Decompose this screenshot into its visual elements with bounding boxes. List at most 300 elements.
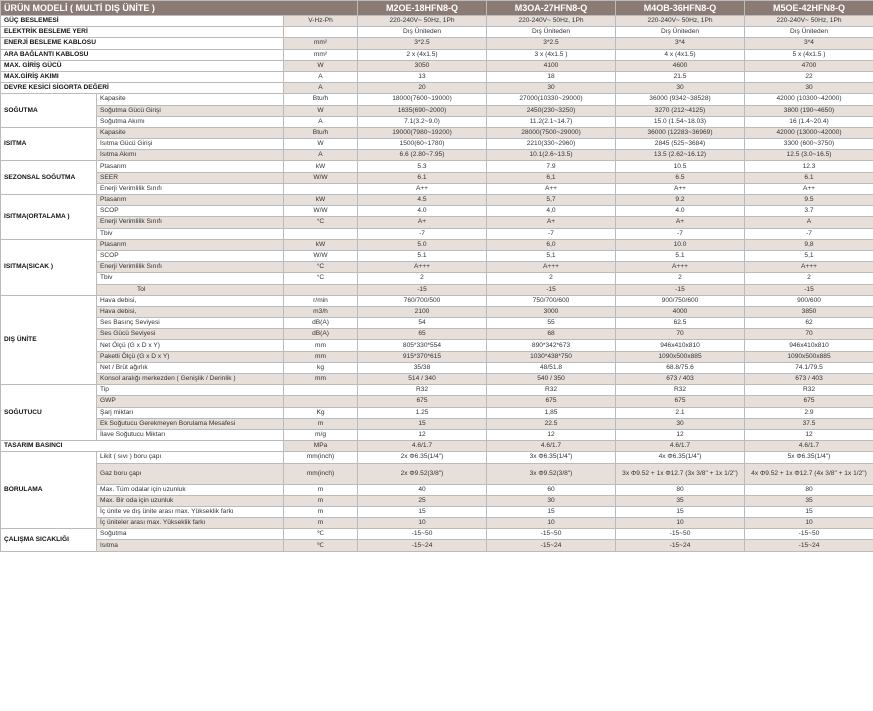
value-cell: 1500(60~1780) (358, 139, 487, 150)
spec-row (1, 16, 873, 27)
value-cell: 5,7 (487, 195, 616, 206)
value-cell: 4.5 (358, 195, 487, 206)
value-cell: 54 (358, 318, 487, 329)
value-cell: 15 (358, 506, 487, 517)
value-cell: 514 / 340 (358, 374, 487, 385)
parameter-label: İç ünite ve dış ünite arası max. Yükseklik farkı (97, 506, 284, 517)
spec-row (1, 239, 873, 250)
value-cell: 12.3 (745, 161, 873, 172)
parameter-label: Tbiv (97, 228, 284, 239)
value-cell: 22.5 (487, 418, 616, 429)
value-cell: 68 (487, 329, 616, 340)
spec-row (1, 105, 873, 116)
value-cell: 2450(230~3250) (487, 105, 616, 116)
value-cell: 5,1 (487, 250, 616, 261)
value-cell: 675 (745, 396, 873, 407)
parameter-label: Soğutma Akımı (97, 116, 284, 127)
section-name: ISITMA (1, 127, 97, 161)
spec-row (1, 518, 873, 529)
value-cell: 35 (745, 495, 873, 506)
value-cell: 27000(10330~29000) (487, 94, 616, 105)
spec-row (1, 484, 873, 495)
value-cell: 35/38 (358, 362, 487, 373)
unit-cell: W (284, 139, 358, 150)
value-cell: 62 (745, 318, 873, 329)
unit-cell: W/W (284, 250, 358, 261)
parameter-label: Ses Basınç Seviyesi (97, 318, 284, 329)
value-cell: 4.6/1.7 (745, 441, 873, 452)
unit-cell: kg (284, 362, 358, 373)
value-cell: 6,1 (487, 172, 616, 183)
parameter-label: Ptasarım (97, 161, 284, 172)
unit-cell: m (284, 495, 358, 506)
value-cell: 3*2.5 (487, 38, 616, 49)
value-cell: A (745, 217, 873, 228)
value-cell: A+ (487, 217, 616, 228)
spec-row (1, 49, 873, 60)
value-cell: 36000 (9342~38528) (616, 94, 745, 105)
value-cell: 15 (487, 506, 616, 517)
spec-row (1, 38, 873, 49)
spec-row (1, 374, 873, 385)
value-cell: 10 (745, 518, 873, 529)
value-cell: 55 (487, 318, 616, 329)
value-cell: 6.1 (358, 172, 487, 183)
value-cell: 220-240V~ 50Hz, 1Ph (616, 16, 745, 27)
value-cell: 37.5 (745, 418, 873, 429)
value-cell: -15~24 (487, 540, 616, 551)
value-cell: R32 (487, 385, 616, 396)
parameter-label: Paketli Ölçü (G x D x Y) (97, 351, 284, 362)
value-cell: -15~24 (745, 540, 873, 551)
value-cell: 28000(7500~29000) (487, 127, 616, 138)
unit-cell: r/min (284, 295, 358, 306)
section-name: ISITMA(SICAK ) (1, 239, 97, 295)
spec-row (1, 262, 873, 273)
header-row (1, 1, 873, 16)
value-cell: 9.5 (745, 195, 873, 206)
spec-row (1, 396, 873, 407)
value-cell: 15 (358, 418, 487, 429)
unit-cell: kW (284, 195, 358, 206)
value-cell: 70 (616, 329, 745, 340)
value-cell: 9,8 (745, 239, 873, 250)
spec-row (1, 71, 873, 82)
value-cell: 5 x (4x1.5 ) (745, 49, 873, 60)
section-name: TASARIM BASINCI (1, 441, 284, 452)
value-cell: 3.7 (745, 206, 873, 217)
parameter-label: İlave Soğutucu Miktarı (97, 429, 284, 440)
model-1: M2OE-18HFN8-Q (358, 1, 487, 16)
unit-cell: m (284, 418, 358, 429)
value-cell: 675 (358, 396, 487, 407)
spec-row (1, 284, 873, 295)
value-cell: 4000 (616, 306, 745, 317)
unit-cell: mm² (284, 49, 358, 60)
unit-cell: °C (284, 262, 358, 273)
value-cell: 20 (358, 83, 487, 94)
section-name: SOĞUTMA (1, 94, 97, 128)
section-name: SEZONSAL SOĞUTMA (1, 161, 97, 195)
value-cell: 60 (487, 484, 616, 495)
parameter-label: Hava debisi, (97, 295, 284, 306)
value-cell: 3 x (4x1.5 ) (487, 49, 616, 60)
value-cell: 12.5 (3.0~16.5) (745, 150, 873, 161)
value-cell: 36000 (12283~36969) (616, 127, 745, 138)
parameter-label: Likit ( sıvı ) boru çapı (97, 452, 284, 463)
parameter-label: Ptasarım (97, 195, 284, 206)
value-cell: 80 (616, 484, 745, 495)
section-name: BORULAMA (1, 452, 97, 529)
model-2: M3OA-27HFN8-Q (487, 1, 616, 16)
value-cell: 890*342*673 (487, 340, 616, 351)
spec-row (1, 60, 873, 71)
spec-row (1, 127, 873, 138)
unit-cell (284, 228, 358, 239)
spec-row (1, 540, 873, 551)
value-cell: A+++ (745, 262, 873, 273)
value-cell: 4600 (616, 60, 745, 71)
parameter-label: Net Ölçü (G x D x Y) (97, 340, 284, 351)
value-cell: 7.9 (487, 161, 616, 172)
value-cell: 25 (358, 495, 487, 506)
value-cell: 915*370*615 (358, 351, 487, 362)
unit-cell: A (284, 150, 358, 161)
value-cell: 4x Φ9.52 + 1x Φ12.7 (4x 3/8" + 1x 1/2") (745, 463, 873, 484)
unit-cell: m/g (284, 429, 358, 440)
unit-cell: mm (284, 351, 358, 362)
value-cell: 5.1 (358, 250, 487, 261)
value-cell: 42000 (13000~42000) (745, 127, 873, 138)
value-cell: 2845 (525~3684) (616, 139, 745, 150)
spec-row (1, 295, 873, 306)
value-cell: 6.1 (745, 172, 873, 183)
unit-cell: W (284, 60, 358, 71)
value-cell: 4,0 (487, 206, 616, 217)
unit-cell (284, 385, 358, 396)
value-cell: Dış Üniteden (745, 27, 873, 38)
spec-row (1, 506, 873, 517)
unit-cell (284, 284, 358, 295)
value-cell: 750/700/600 (487, 295, 616, 306)
spec-row (1, 183, 873, 194)
unit-cell: ℃ (284, 540, 358, 551)
value-cell: 900/600 (745, 295, 873, 306)
value-cell: 673 / 403 (745, 374, 873, 385)
value-cell: 4100 (487, 60, 616, 71)
spec-row (1, 273, 873, 284)
parameter-label: SEER (97, 172, 284, 183)
value-cell: 16 (1.4~20.4) (745, 116, 873, 127)
spec-row (1, 116, 873, 127)
value-cell: 5x Φ6.35(1/4") (745, 452, 873, 463)
unit-cell: A (284, 83, 358, 94)
unit-cell: m3/h (284, 306, 358, 317)
value-cell: 2 (616, 273, 745, 284)
section-name: ISITMA(ORTALAMA ) (1, 195, 97, 240)
unit-cell (284, 396, 358, 407)
value-cell: 220-240V~ 50Hz, 1Ph (358, 16, 487, 27)
value-cell: 1,85 (487, 407, 616, 418)
spec-row (1, 83, 873, 94)
value-cell: A+++ (358, 262, 487, 273)
spec-row (1, 172, 873, 183)
unit-cell: V-Hz-Ph (284, 16, 358, 27)
section-name: ARA BAĞLANTI KABLOSU (1, 49, 284, 60)
value-cell: A++ (745, 183, 873, 194)
value-cell: 4 x (4x1.5) (616, 49, 745, 60)
value-cell: 12 (616, 429, 745, 440)
value-cell: 18000(7600~19000) (358, 94, 487, 105)
unit-cell: m (284, 484, 358, 495)
parameter-label: Tbiv (97, 273, 284, 284)
value-cell: 220-240V~ 50Hz, 1Ph (745, 16, 873, 27)
value-cell: 946x410x810 (745, 340, 873, 351)
value-cell: R32 (616, 385, 745, 396)
value-cell: 805*330*554 (358, 340, 487, 351)
value-cell: 5.0 (358, 239, 487, 250)
value-cell: -15~24 (358, 540, 487, 551)
parameter-label: Ses Gücü Seviyesi (97, 329, 284, 340)
spec-row (1, 250, 873, 261)
spec-row (1, 441, 873, 452)
model-4: M5OE-42HFN8-Q (745, 1, 873, 16)
value-cell: 62.5 (616, 318, 745, 329)
value-cell: 15 (745, 506, 873, 517)
unit-cell: W (284, 105, 358, 116)
value-cell: 5.3 (358, 161, 487, 172)
value-cell: 22 (745, 71, 873, 82)
spec-row (1, 407, 873, 418)
spec-row (1, 94, 873, 105)
value-cell: -7 (616, 228, 745, 239)
value-cell: 30 (616, 83, 745, 94)
value-cell: 6,0 (487, 239, 616, 250)
value-cell: A++ (616, 183, 745, 194)
value-cell: A+++ (616, 262, 745, 273)
value-cell: Dış Üniteden (616, 27, 745, 38)
value-cell: 675 (616, 396, 745, 407)
value-cell: 2 (745, 273, 873, 284)
value-cell: 3*2.5 (358, 38, 487, 49)
value-cell: 2.9 (745, 407, 873, 418)
section-name: ELEKTRİK BESLEME YERİ (1, 27, 284, 38)
value-cell: 13 (358, 71, 487, 82)
spec-row (1, 340, 873, 351)
value-cell: 4.6/1.7 (358, 441, 487, 452)
value-cell: Dış Üniteden (358, 27, 487, 38)
spec-row (1, 463, 873, 484)
spec-row (1, 385, 873, 396)
value-cell: 1635(690~2000) (358, 105, 487, 116)
parameter-label: Net / Brüt ağırlık (97, 362, 284, 373)
value-cell: 11.2(2.1~14.7) (487, 116, 616, 127)
parameter-label: GWP (97, 396, 284, 407)
value-cell: 68.8/75.6 (616, 362, 745, 373)
parameter-label: Şarj miktarı (97, 407, 284, 418)
value-cell: 1.25 (358, 407, 487, 418)
value-cell: 19000(7980~19200) (358, 127, 487, 138)
spec-row (1, 329, 873, 340)
parameter-label: Tip (97, 385, 284, 396)
parameter-label: Isıtma Akımı (97, 150, 284, 161)
spec-row (1, 161, 873, 172)
value-cell: A++ (487, 183, 616, 194)
spec-row (1, 27, 873, 38)
value-cell: 3300 (600~3750) (745, 139, 873, 150)
unit-cell: °C (284, 217, 358, 228)
section-name: MAX. GİRİŞ GÜCÜ (1, 60, 284, 71)
spec-row (1, 139, 873, 150)
value-cell: 3000 (487, 306, 616, 317)
value-cell: 760/700/500 (358, 295, 487, 306)
value-cell: 7.1(3.2~9.0) (358, 116, 487, 127)
parameter-label: Hava debisi, (97, 306, 284, 317)
value-cell: 5,1 (745, 250, 873, 261)
value-cell: 3x Φ9.52 + 1x Φ12.7 (3x 3/8" + 1x 1/2") (616, 463, 745, 484)
parameter-label: Ek Soğutucu Gerekmeyen Borulama Mesafesi (97, 418, 284, 429)
value-cell: 10.5 (616, 161, 745, 172)
value-cell: 10 (358, 518, 487, 529)
value-cell: 2 (487, 273, 616, 284)
unit-cell: A (284, 116, 358, 127)
value-cell: -15 (616, 284, 745, 295)
parameter-label: Konsol aralığı merkezden ( Genişlik / Derinlik ) (97, 374, 284, 385)
value-cell: 3270 (212~4125) (616, 105, 745, 116)
spec-row (1, 306, 873, 317)
unit-cell: dB(A) (284, 318, 358, 329)
product-model-title: ÜRÜN MODELİ ( MULTİ DIŞ ÜNİTE ) (1, 1, 358, 16)
value-cell: 2100 (358, 306, 487, 317)
parameter-label: Ptasarım (97, 239, 284, 250)
value-cell: 10.1(2.6~13.5) (487, 150, 616, 161)
value-cell: 2 (358, 273, 487, 284)
value-cell: -15 (745, 284, 873, 295)
value-cell: 1090x500x885 (745, 351, 873, 362)
value-cell: -7 (745, 228, 873, 239)
spec-row (1, 429, 873, 440)
value-cell: 3x Φ9.52(3/8") (487, 463, 616, 484)
value-cell: 900/750/600 (616, 295, 745, 306)
value-cell: 12 (358, 429, 487, 440)
value-cell: 12 (487, 429, 616, 440)
section-name: ÇALIŞMA SICAKLIĞI (1, 529, 97, 551)
model-3: M4OB-36HFN8-Q (616, 1, 745, 16)
spec-row (1, 217, 873, 228)
value-cell: 2x Φ9.52(3/8") (358, 463, 487, 484)
value-cell: -15~50 (616, 529, 745, 540)
section-name: MAX.GİRİŞ AKIMI (1, 71, 284, 82)
unit-cell: kW (284, 161, 358, 172)
parameter-label: Soğutma (97, 529, 284, 540)
value-cell: 42000 (10300~42000) (745, 94, 873, 105)
value-cell: 21.5 (616, 71, 745, 82)
value-cell: A+++ (487, 262, 616, 273)
spec-row (1, 206, 873, 217)
value-cell: 2.1 (616, 407, 745, 418)
value-cell: 18 (487, 71, 616, 82)
value-cell: 3850 (745, 306, 873, 317)
value-cell: 4.6/1.7 (616, 441, 745, 452)
value-cell: 3*4 (616, 38, 745, 49)
spec-row (1, 351, 873, 362)
parameter-label: Kapasite (97, 94, 284, 105)
value-cell: R32 (358, 385, 487, 396)
value-cell: 946x410x810 (616, 340, 745, 351)
unit-cell: m (284, 506, 358, 517)
parameter-label: İç üniteler arası max. Yükseklik farkı (97, 518, 284, 529)
value-cell: 4.6/1.7 (487, 441, 616, 452)
unit-cell (284, 27, 358, 38)
value-cell: Dış Üniteden (487, 27, 616, 38)
parameter-label: Kapasite (97, 127, 284, 138)
spec-row (1, 228, 873, 239)
value-cell: 540 / 350 (487, 374, 616, 385)
value-cell: 3050 (358, 60, 487, 71)
unit-cell: Btu/h (284, 127, 358, 138)
parameter-label: Isıtma Gücü Girişi (97, 139, 284, 150)
value-cell: 48/51.8 (487, 362, 616, 373)
unit-cell: Btu/h (284, 94, 358, 105)
unit-cell: W/W (284, 206, 358, 217)
unit-cell: A (284, 71, 358, 82)
spec-row (1, 495, 873, 506)
value-cell: 15.0 (1.54~18.03) (616, 116, 745, 127)
value-cell: R32 (745, 385, 873, 396)
value-cell: -15 (487, 284, 616, 295)
section-name: GÜÇ BESLEMESİ (1, 16, 284, 27)
value-cell: 5.1 (616, 250, 745, 261)
section-name: DIŞ ÜNİTE (1, 295, 97, 385)
value-cell: -7 (487, 228, 616, 239)
parameter-label: Enerji Verimlilik Sınıfı (97, 183, 284, 194)
value-cell: 13.5 (2.62~16.12) (616, 150, 745, 161)
unit-cell: m (284, 518, 358, 529)
value-cell: 30 (616, 418, 745, 429)
parameter-label: Max. Bir oda için uzunluk (97, 495, 284, 506)
unit-cell: ℃ (284, 529, 358, 540)
value-cell: 1090x500x885 (616, 351, 745, 362)
parameter-label: Enerji Verimlilik Sınıfı (97, 217, 284, 228)
value-cell: 12 (745, 429, 873, 440)
spec-row (1, 362, 873, 373)
parameter-label: Max. Tüm odalar için uzunluk (97, 484, 284, 495)
value-cell: 30 (487, 495, 616, 506)
spec-row (1, 150, 873, 161)
value-cell: 80 (745, 484, 873, 495)
unit-cell: mm (284, 340, 358, 351)
parameter-label: Gaz boru çapı (97, 463, 284, 484)
unit-cell: dB(A) (284, 329, 358, 340)
spec-row (1, 195, 873, 206)
parameter-label: Soğutma Gücü Girişi (97, 105, 284, 116)
value-cell: -7 (358, 228, 487, 239)
value-cell: 2x Φ6.35(1/4") (358, 452, 487, 463)
value-cell: 9.2 (616, 195, 745, 206)
value-cell: 35 (616, 495, 745, 506)
value-cell: -15 (358, 284, 487, 295)
value-cell: 2210(330~2960) (487, 139, 616, 150)
value-cell: 10.0 (616, 239, 745, 250)
section-name: DEVRE KESİCİ SİGORTA DEĞERİ (1, 83, 284, 94)
value-cell: 40 (358, 484, 487, 495)
value-cell: 6.6 (2.80~7.95) (358, 150, 487, 161)
value-cell: 673 / 403 (616, 374, 745, 385)
value-cell: 6.5 (616, 172, 745, 183)
value-cell: -15~50 (487, 529, 616, 540)
value-cell: 10 (616, 518, 745, 529)
value-cell: 15 (616, 506, 745, 517)
